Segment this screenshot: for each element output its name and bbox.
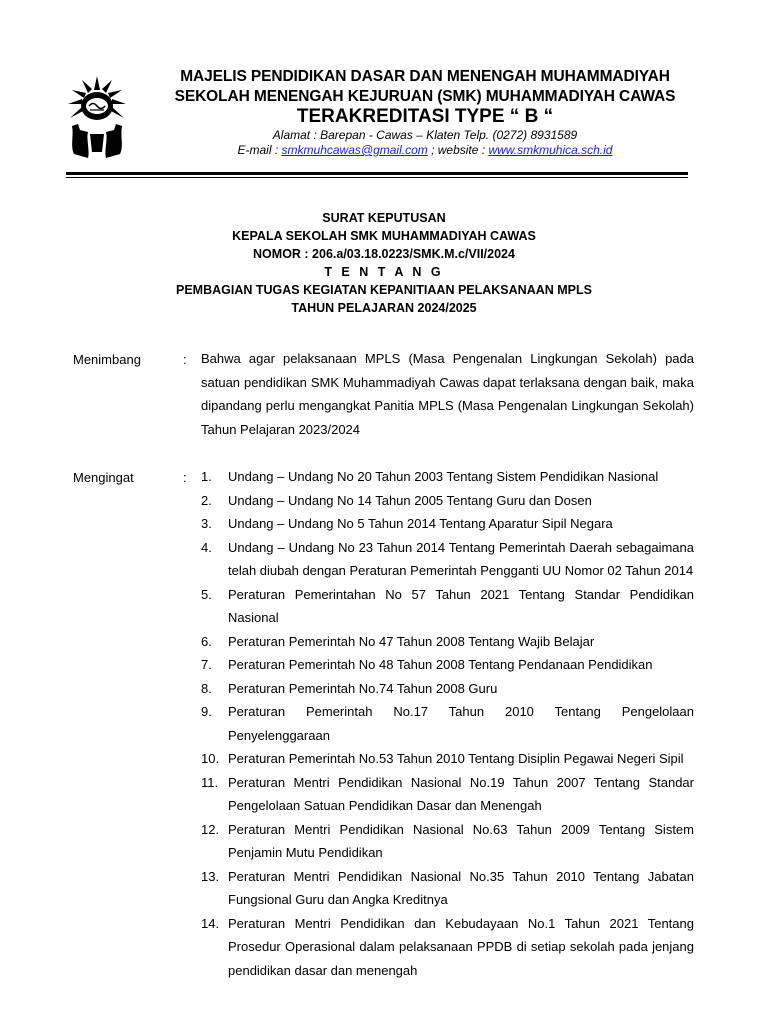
list-item (201, 747, 694, 771)
decree-school-year: TAHUN PELAJARAN 2024/2025 (291, 301, 477, 315)
list-item-number: 14. (201, 915, 220, 931)
list-item-text: Peraturan Pemerintah No.17 Tahun 2010 Tentang Pengelolaan Penyelenggaraan (228, 704, 694, 743)
list-item (201, 865, 694, 912)
list-item (201, 771, 694, 818)
list-item-number: 1. (201, 469, 212, 484)
list-item (201, 912, 694, 983)
list-item (201, 465, 694, 489)
list-item-text: Undang – Undang No 14 Tahun 2005 Tentang Guru dan Dosen (228, 492, 592, 508)
decree-title: SURAT KEPUTUSAN (322, 211, 446, 225)
letterhead-school-name: SEKOLAH MENENGAH KEJURUAN (SMK) MUHAMMADIYAH CAWAS (174, 88, 676, 105)
letterhead-divider-thick (66, 172, 688, 175)
letterhead-address: Alamat : Barepan - Cawas – Klaten Telp. (0272) 8931589 (272, 128, 578, 142)
decree-number: NOMOR : 206.a/03.18.0223/SMK.M.c/VII/2024 (253, 247, 515, 261)
list-item (201, 583, 694, 630)
list-item-number: 12. (201, 821, 220, 837)
list-item (201, 653, 694, 677)
list-item-number: 13. (201, 868, 220, 884)
list-item-text: Undang – Undang No 23 Tahun 2014 Tentang Pemerintah Daerah sebagaimana telah diubah dengan Peraturan Pemerintah Pengganti UU Nomor 02 Tahun 2014 (228, 539, 694, 578)
list-item-text: Undang – Undang No 20 Tahun 2003 Tentang Sistem Pendidikan Nasional (228, 469, 659, 484)
menimbang-label: Menimbang (73, 352, 141, 367)
letterhead-divider-thin (66, 177, 688, 178)
letterhead-organization: MAJELIS PENDIDIKAN DASAR DAN MENENGAH MUHAMMADIYAH (180, 68, 670, 85)
list-item (201, 700, 694, 747)
list-item-text: Peraturan Pemerintah No.74 Tahun 2008 Guru (228, 680, 498, 696)
list-item-number: 4. (201, 539, 212, 555)
list-item-text: Peraturan Pemerintah No 47 Tahun 2008 Tentang Wajib Belajar (228, 633, 595, 649)
list-item-number: 6. (201, 633, 212, 649)
website-link[interactable]: www.smkmuhica.sch.id (488, 143, 613, 157)
email-link[interactable]: smkmuhcawas@gmail.com (281, 143, 428, 157)
list-item-text: Peraturan Pemerintah No 48 Tahun 2008 Tentang Pendanaan Pendidikan (228, 657, 653, 672)
list-item (201, 489, 694, 513)
list-item (201, 818, 694, 865)
email-prefix: E-mail : (237, 143, 282, 157)
menimbang-text: Bahwa agar pelaksanaan MPLS (Masa Pengenalan Lingkungan Sekolah) pada satuan pendidikan SMK Muhammadiyah Cawas dapat terlaksana dengan baik, maka dipandang perlu mengangkat Panitia MPLS (Masa Pengenalan Lingkungan Sekolah) Tahun Pelajaran 2023/2024 (201, 351, 694, 437)
list-item (201, 677, 694, 701)
decree-subject: PEMBAGIAN TUGAS KEGIATAN KEPANITIAAN PELAKSANAAN MPLS (176, 283, 592, 297)
list-item-number: 8. (201, 680, 212, 696)
list-item-number: 9. (201, 704, 212, 719)
mengingat-list (201, 465, 694, 982)
list-item-text: Peraturan Pemerintah No.53 Tahun 2010 Tentang Disiplin Pegawai Negeri Sipil (228, 751, 684, 766)
list-item-text: Peraturan Pemerintahan No 57 Tahun 2021 Tentang Standar Pendidikan Nasional (228, 586, 694, 625)
list-item-number: 2. (201, 492, 212, 508)
list-item (201, 536, 694, 583)
letterhead-accreditation: TERAKREDITASI TYPE “ B “ (296, 106, 554, 127)
list-item-text: Peraturan Mentri Pendidikan Nasional No.35 Tahun 2010 Tentang Jabatan Fungsional Guru dan Angka Kreditnya (228, 868, 694, 907)
list-item-text: Peraturan Mentri Pendidikan Nasional No.19 Tahun 2007 Tentang Standar Pengelolaan Satuan Pendidikan Dasar dan Menengah (228, 774, 694, 813)
list-item-number: 3. (201, 516, 212, 531)
list-item-text: Peraturan Mentri Pendidikan Nasional No.63 Tahun 2009 Tentang Sistem Penjamin Mutu Pendidikan (228, 821, 694, 860)
muhammadiyah-sun-emblem-icon (66, 74, 128, 162)
list-item (201, 512, 694, 536)
list-item-number: 11. (201, 774, 219, 790)
list-item-text: Peraturan Mentri Pendidikan dan Kebudayaan No.1 Tahun 2021 Tentang Prosedur Operasional dalam pelaksanaan PPDB di setiap sekolah pada jenjang pendidikan dasar dan menengah (228, 915, 694, 978)
list-item-number: 10. (201, 751, 220, 766)
list-item-text: Undang – Undang No 5 Tahun 2014 Tentang Aparatur Sipil Negara (228, 516, 613, 531)
decree-tentang: T E N T A N G (324, 265, 444, 279)
website-prefix: ; website : (427, 143, 489, 157)
list-item-number: 7. (201, 657, 212, 672)
list-item-number: 5. (201, 586, 212, 602)
letterhead-contact (130, 143, 720, 157)
list-item (201, 630, 694, 654)
mengingat-label: Mengingat (73, 470, 134, 485)
mengingat-colon: : (183, 470, 187, 485)
menimbang-colon: : (183, 352, 187, 367)
decree-issuer: KEPALA SEKOLAH SMK MUHAMMADIYAH CAWAS (232, 229, 536, 243)
